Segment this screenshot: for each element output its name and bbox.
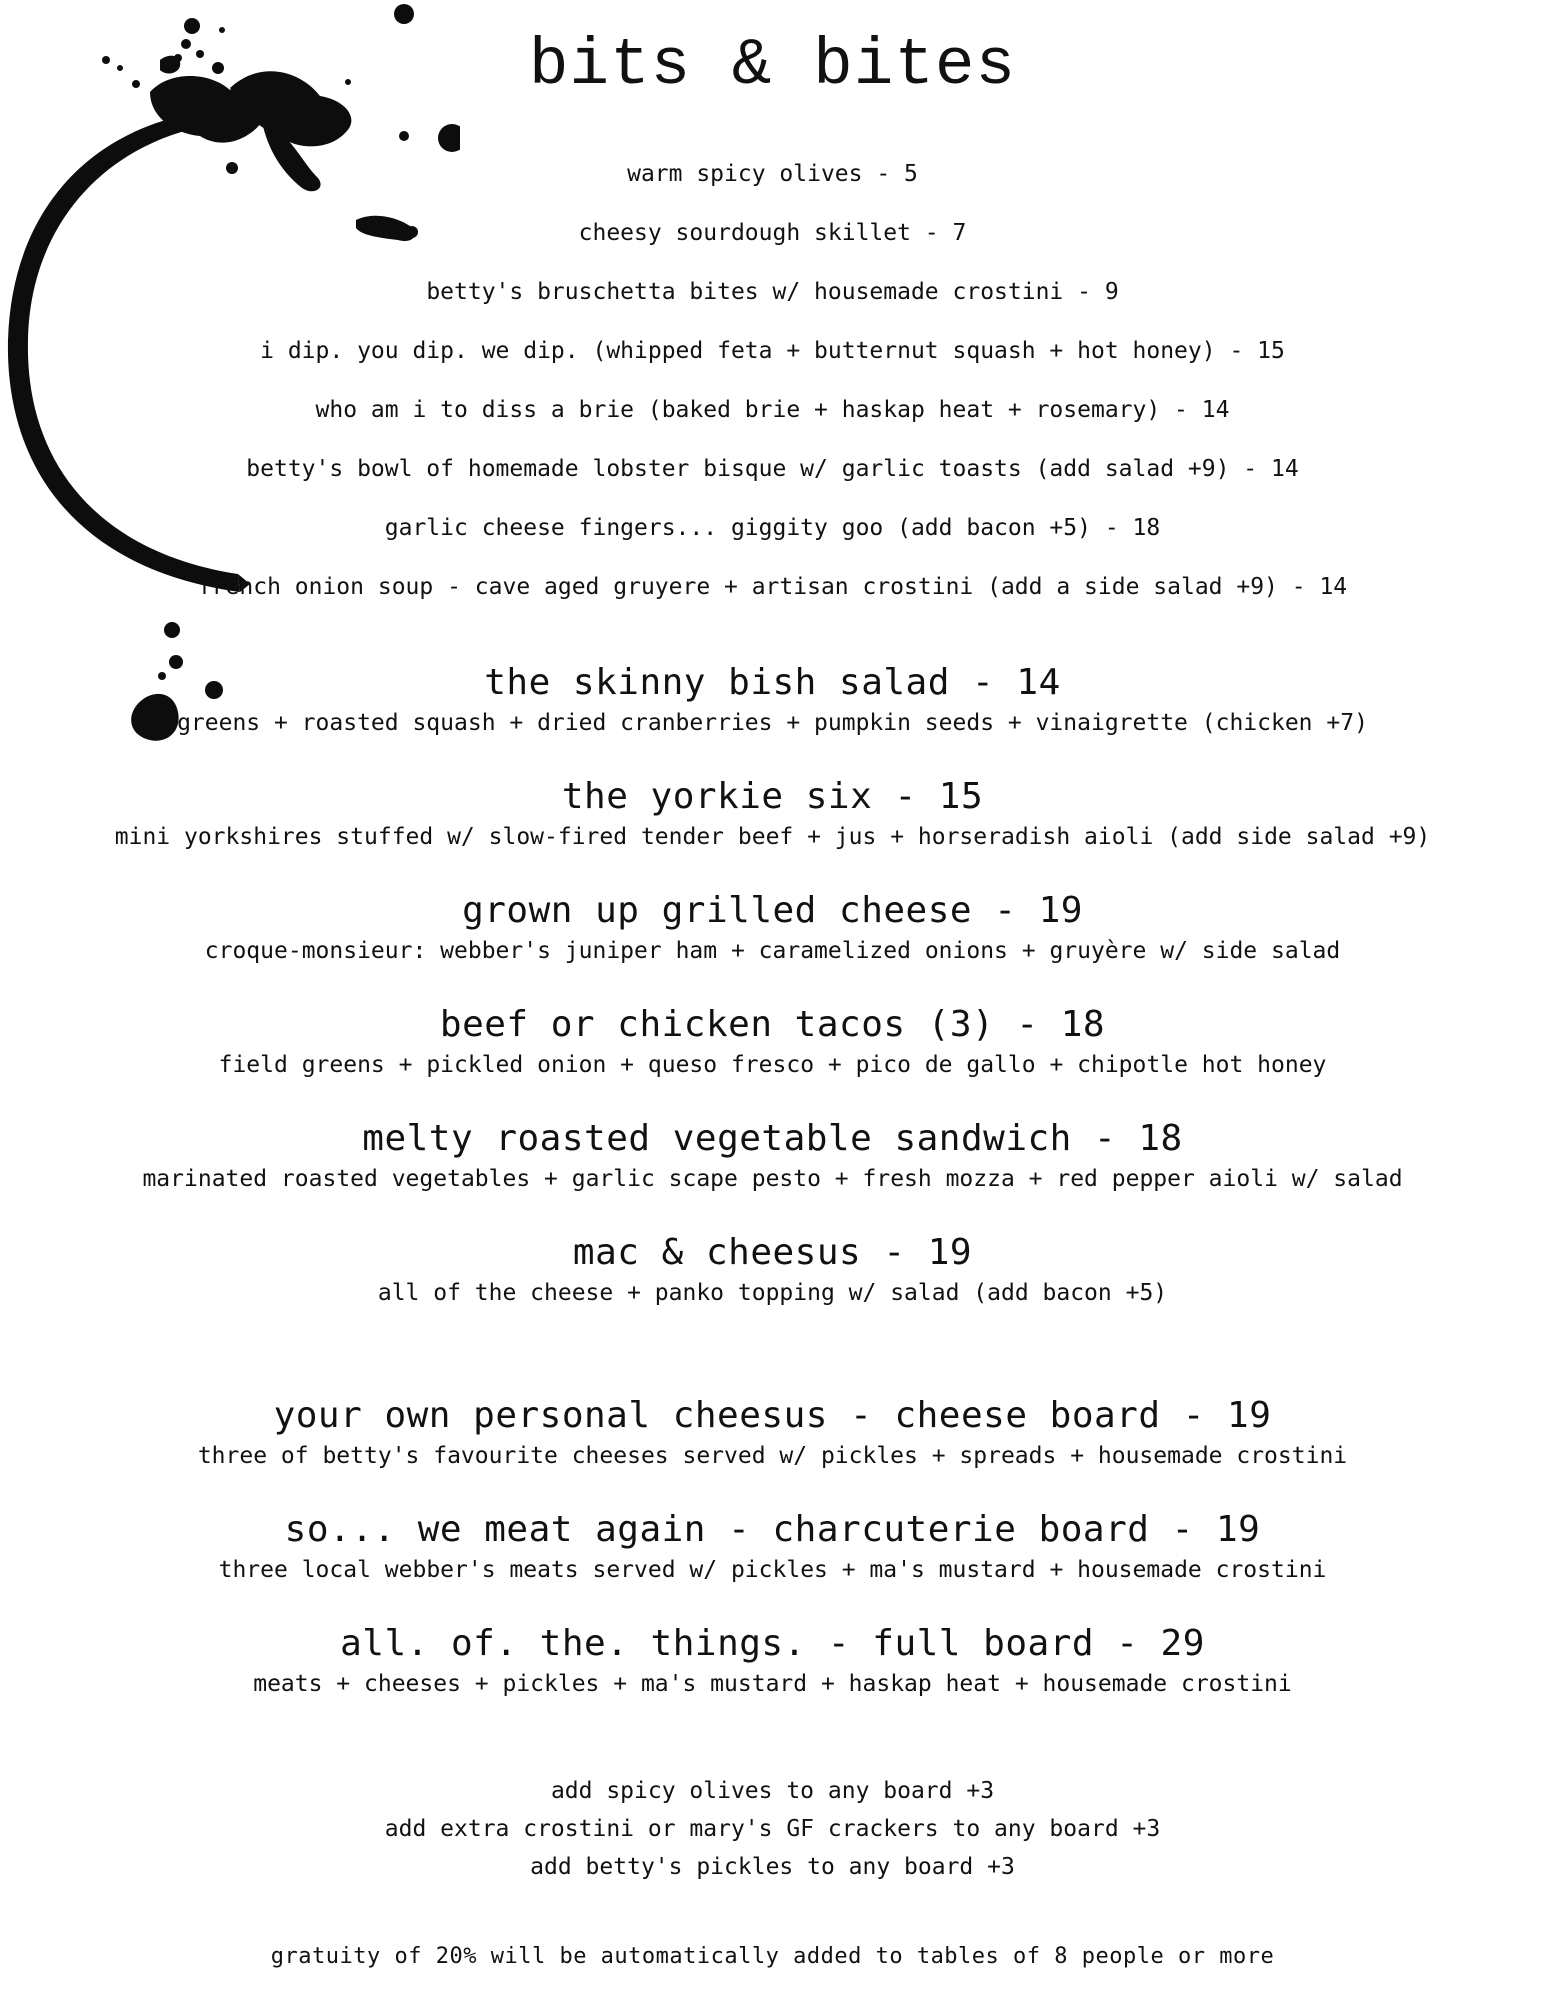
main-item [0, 888, 1545, 1002]
board-item-description: meats + cheeses + pickles + ma's mustard + haskap heat + housemade crostini [253, 1671, 1292, 1697]
menu-item-french-onion-soup: french onion soup - cave aged gruyere + artisan crostini (add a side salad +9) - 14 [197, 574, 1348, 600]
menu-title: bits & bites [528, 28, 1017, 103]
board-addon-item: add betty's pickles to any board +3 [530, 1854, 1015, 1880]
main-item-description: field greens + pickled onion + queso fresco + pico de gallo + chipotle hot honey [218, 1052, 1327, 1078]
main-item-name: the yorkie six - 15 [561, 776, 984, 817]
boards-section [0, 1393, 1545, 1735]
menu-item-warm-spicy-olives: warm spicy olives - 5 [627, 161, 918, 187]
menu-item-lobster-bisque: betty's bowl of homemade lobster bisque w/ garlic toasts (add salad +9) - 14 [246, 456, 1299, 482]
board-item-description: three of betty's favourite cheeses served w/ pickles + spreads + housemade crostini [197, 1443, 1348, 1469]
board-item [0, 1621, 1545, 1735]
board-item-name: your own personal cheesus - cheese board - 19 [273, 1395, 1272, 1436]
main-item-name: the skinny bish salad - 14 [484, 662, 1061, 703]
main-item [0, 1230, 1545, 1344]
main-item [0, 1002, 1545, 1116]
menu-item-whipped-feta-dip: i dip. you dip. we dip. (whipped feta + butternut squash + hot honey) - 15 [260, 338, 1285, 364]
gratuity-note: gratuity of 20% will be automatically added to tables of 8 people or more [270, 1944, 1275, 1969]
main-item [0, 660, 1545, 774]
menu-item-cheesy-sourdough-skillet: cheesy sourdough skillet - 7 [578, 220, 967, 246]
board-item-description: three local webber's meats served w/ pickles + ma's mustard + housemade crostini [218, 1557, 1327, 1583]
menu-item-garlic-cheese-fingers: garlic cheese fingers... giggity goo (add bacon +5) - 18 [384, 515, 1161, 541]
main-item-description: croque-monsieur: webber's juniper ham + caramelized onions + gruyère w/ side salad [204, 938, 1341, 964]
board-addons [0, 1772, 1545, 1886]
mains-section [0, 660, 1545, 1344]
board-addon-item: add spicy olives to any board +3 [550, 1778, 995, 1804]
board-addon-item: add extra crostini or mary's GF crackers to any board +3 [384, 1816, 1161, 1842]
main-item-name: mac & cheesus - 19 [572, 1232, 973, 1273]
small-plates-list [0, 152, 1545, 624]
main-item-description: marinated roasted vegetables + garlic scape pesto + fresh mozza + red pepper aioli w/ salad [142, 1166, 1403, 1192]
menu-item-bruschetta-bites: betty's bruschetta bites w/ housemade crostini - 9 [426, 279, 1119, 305]
main-item [0, 1116, 1545, 1230]
board-item [0, 1393, 1545, 1507]
main-item-description: all of the cheese + panko topping w/ salad (add bacon +5) [377, 1280, 1168, 1306]
board-item [0, 1507, 1545, 1621]
main-item [0, 774, 1545, 888]
main-item-description: greens + roasted squash + dried cranberries + pumpkin seeds + vinaigrette (chicken +7) [177, 710, 1368, 736]
main-item-description: mini yorkshires stuffed w/ slow-fired tender beef + jus + horseradish aioli (add side salad +9) [114, 824, 1431, 850]
board-item-name: so... we meat again - charcuterie board - 19 [284, 1509, 1261, 1550]
menu-item-baked-brie: who am i to diss a brie (baked brie + haskap heat + rosemary) - 14 [315, 397, 1230, 423]
main-item-name: beef or chicken tacos (3) - 18 [439, 1004, 1106, 1045]
main-item-name: grown up grilled cheese - 19 [462, 890, 1083, 931]
board-item-name: all. of. the. things. - full board - 29 [340, 1623, 1205, 1664]
main-item-name: melty roasted vegetable sandwich - 18 [362, 1118, 1183, 1159]
